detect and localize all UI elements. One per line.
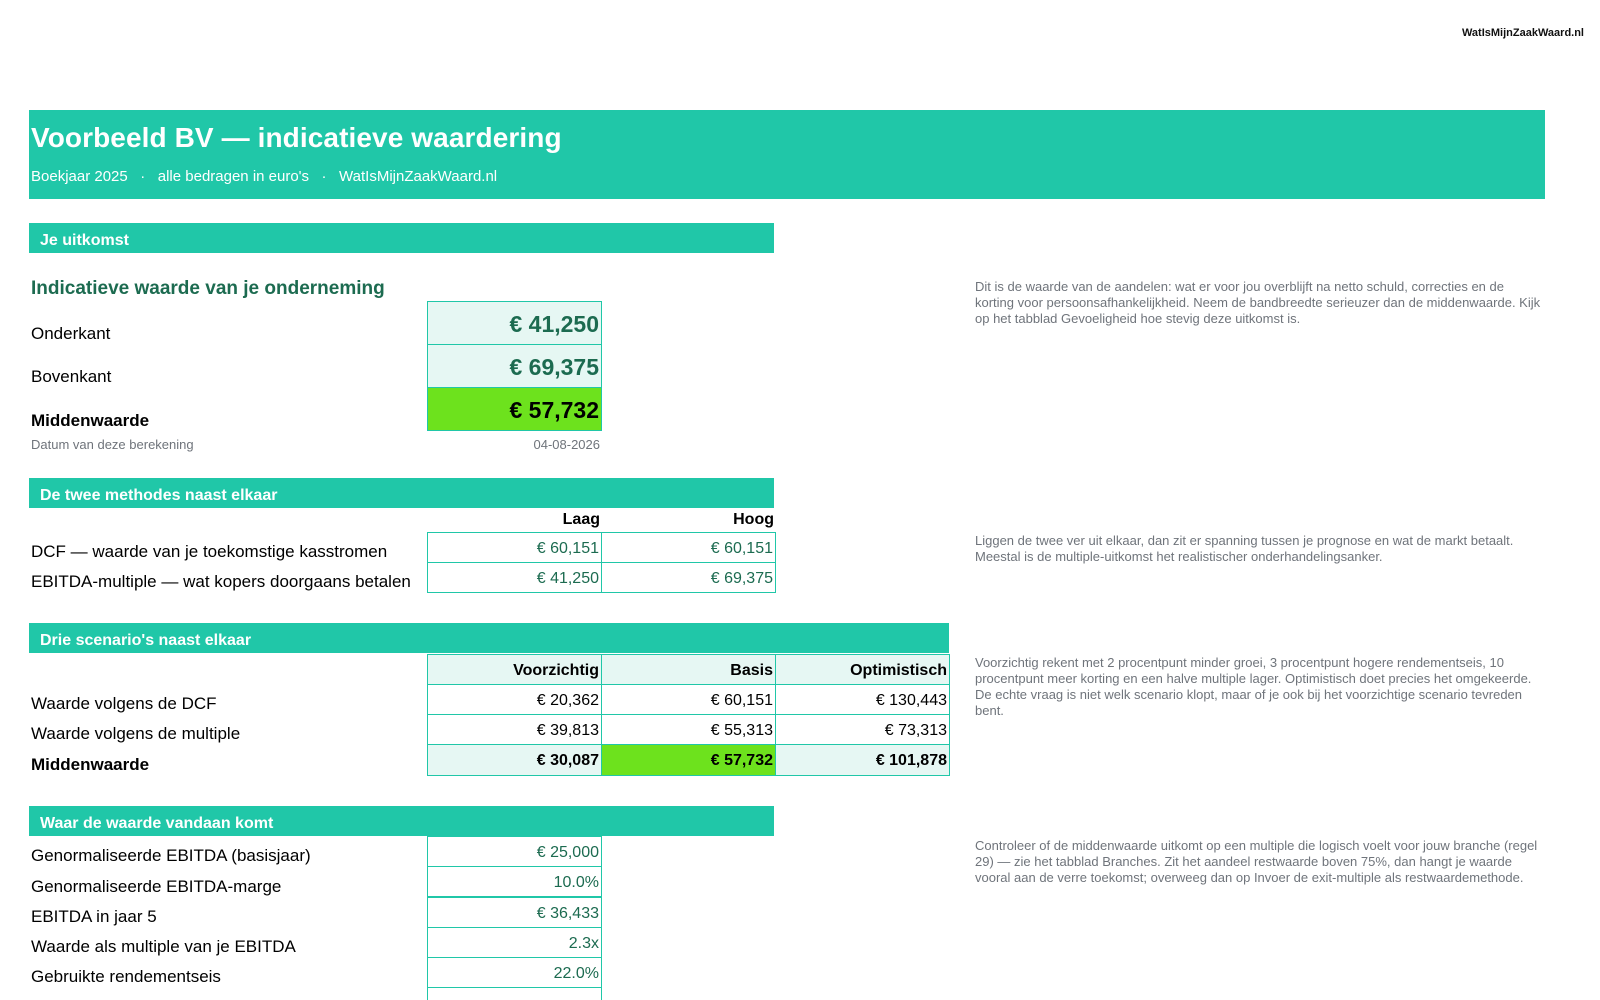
date-value[interactable]: 04-08-2026 (533, 437, 600, 452)
row-label-bovenkant: Bovenkant (31, 367, 112, 386)
col-head-laag: Laag (562, 511, 600, 528)
value-bovenkant[interactable]: € 69,375 (427, 344, 602, 388)
row-label-multiple-ebitda: Waarde als multiple van je EBITDA (31, 937, 296, 956)
value-ebitda-jaar5[interactable]: € 36,433 (427, 897, 602, 928)
value-scenario-multiple-optimistisch[interactable]: € 73,313 (775, 714, 950, 745)
value-scenario-multiple-basis[interactable]: € 55,313 (601, 714, 776, 745)
page-title: Voorbeeld BV — indicatieve waardering (31, 122, 562, 153)
title-banner (29, 110, 1545, 199)
row-label-rendementseis: Gebruikte rendementseis (31, 967, 221, 986)
value-middenwaarde[interactable]: € 57,732 (427, 387, 602, 431)
value-dcf-hoog[interactable]: € 60,151 (601, 532, 776, 563)
section-header-herkomst: Waar de waarde vandaan komt (29, 806, 774, 836)
value-dcf-laag[interactable]: € 60,151 (427, 532, 602, 563)
row-label-scenario-multiple: Waarde volgens de multiple (31, 724, 241, 743)
row-label-scenario-dcf: Waarde volgens de DCF (31, 694, 217, 713)
value-scenario-multiple-voorzichtig[interactable]: € 39,813 (427, 714, 602, 745)
note-methodes: Liggen de twee ver uit elkaar, dan zit er spanning tussen je prognose en wat de markt betaalt. Meestal is de multiple-uitkomst het realistischer onderhandelingsanker. (975, 533, 1514, 564)
col-head-voorzichtig: Voorzichtig (427, 654, 602, 685)
date-label: Datum van deze berekening (31, 437, 194, 452)
row-label-ebitda-basis: Genormaliseerde EBITDA (basisjaar) (31, 846, 311, 865)
row-label-multiple: EBITDA-multiple — wat kopers doorgaans betalen (31, 572, 411, 591)
value-rendementseis[interactable]: 22.0% (427, 957, 602, 988)
row-label-ebitda-jaar5: EBITDA in jaar 5 (31, 907, 157, 926)
note-uitkomst: Dit is de waarde van de aandelen: wat er voor jou overblijft na netto schuld, correcties en de korting voor persoonsafhankelijkheid. Neem de bandbreedte serieuzer dan de middenwaarde. Kijk op het tabblad Gevoeligheid hoe stevig deze uitkomst is. (975, 279, 1541, 326)
row-label-ebitda-marge: Genormaliseerde EBITDA-marge (31, 877, 282, 896)
page-subtitle: Boekjaar 2025 · alle bedragen in euro's · WatIsMijnZaakWaard.nl (31, 168, 498, 185)
row-label-scenario-middenwaarde: Middenwaarde (31, 755, 150, 774)
value-multiple-hoog[interactable]: € 69,375 (601, 562, 776, 593)
row-label-middenwaarde: Middenwaarde (31, 411, 150, 430)
brand-watermark: WatIsMijnZaakWaard.nl (1461, 27, 1584, 39)
section-header-methodes: De twee methodes naast elkaar (29, 478, 774, 508)
value-scenario-dcf-optimistisch[interactable]: € 130,443 (775, 684, 950, 715)
value-onderkant[interactable]: € 41,250 (427, 301, 602, 345)
section-header-uitkomst: Je uitkomst (29, 223, 774, 253)
value-scenario-dcf-voorzichtig[interactable]: € 20,362 (427, 684, 602, 715)
value-scenario-midden-basis[interactable]: € 57,732 (601, 744, 776, 776)
col-head-optimistisch: Optimistisch (775, 654, 950, 685)
value-scenario-midden-voorzichtig[interactable]: € 30,087 (427, 744, 602, 776)
value-multiple-laag[interactable]: € 41,250 (427, 562, 602, 593)
note-herkomst: Controleer of de middenwaarde uitkomt op een multiple die logisch voelt voor jouw branche (regel 29) — zie het tabblad Branches. Zit het aandeel restwaarde boven 75%, dan hangt je waarde vooral aan de verre toekomst; overweeg dan op Invoer de exit-multiple als restwaardemethode. (975, 838, 1538, 885)
uitkomst-subheading: Indicatieve waarde van je onderneming (31, 278, 385, 299)
col-head-hoog: Hoog (733, 511, 774, 528)
row-label-onderkant: Onderkant (31, 324, 111, 343)
value-ebitda-basis[interactable]: € 25,000 (427, 836, 602, 867)
next-row-cell[interactable] (427, 987, 602, 1000)
value-ebitda-marge[interactable]: 10.0% (427, 866, 602, 897)
note-scenarios: Voorzichtig rekent met 2 procentpunt minder groei, 3 procentpunt hogere rendementseis, 10 procentpunt meer korting en een halve multiple lager. Optimistisch doet precies het omgekeerde. De echte vraag is niet welk scenario klopt, maar of je ook bij het voorzichtige scenario tevreden bent. (975, 655, 1532, 718)
section-header-scenarios: Drie scenario's naast elkaar (29, 623, 949, 653)
row-label-dcf: DCF — waarde van je toekomstige kasstromen (31, 542, 388, 561)
col-head-basis: Basis (601, 654, 776, 685)
value-scenario-midden-optimistisch[interactable]: € 101,878 (775, 744, 950, 776)
value-multiple-ebitda[interactable]: 2.3x (427, 927, 602, 958)
value-scenario-dcf-basis[interactable]: € 60,151 (601, 684, 776, 715)
